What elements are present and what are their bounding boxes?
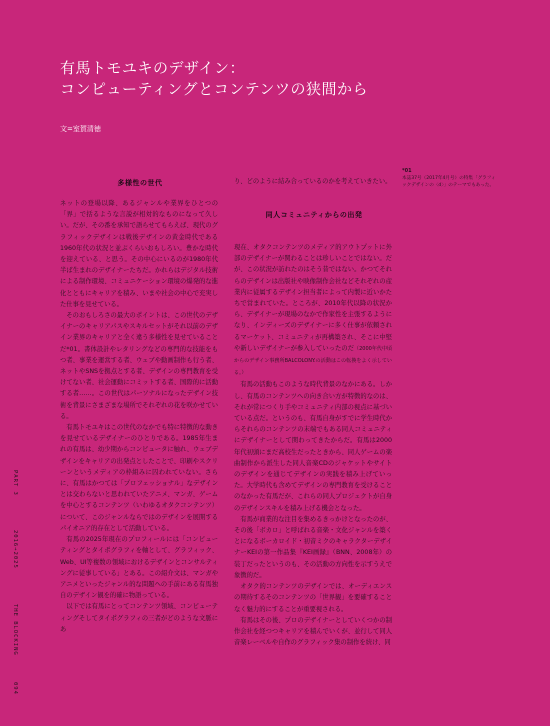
side-running-header xyxy=(12,470,22,710)
author-credit: 文=室賀清徳 xyxy=(60,125,101,133)
footnote-text: 本誌37号（2017年4月号）の特集「グラフィックデザインの〈d〉」のテーマでもあった。 xyxy=(402,176,496,188)
paragraph xyxy=(234,242,392,379)
side-magazine-label: THE BLOCKING xyxy=(12,604,18,656)
paragraph: ネットの登場以降、あるジャンルや業界をひとつの「界」で括るような言説が相対的なものになって久しい。だが、その番を承知で語らせてもらえば、現代のグラフィックデザインは戦後デザインの黄金時代である1960年代の状況と並ぶくらいおもしろい。豊かな時代を迎えている、と思う。その中心にいるのが1980年代半ば生まれのデザイナーたちだ。かれらはデジタル技術による制作環境、コミュニケーション環境の爆発的な進化とともにキャリアを積み、いまや社会の中心で充実した仕事を見せている。 xyxy=(60,200,218,308)
column-right-continuation: り、どのように結み合っているのかを考えていきたい。 xyxy=(234,178,392,185)
column-left xyxy=(60,198,218,635)
section-heading-generation: 多様性の世代 xyxy=(117,179,163,187)
article-title xyxy=(60,58,480,100)
paragraph: 有馬トモユキはこの世代のなかでも特に特徴的な動きを見せているデザイナーのひとりである。1985年生まれの有馬は、幼少期からコンピュータに触れ、ウェブデザインをキャリアの出発点としたことで、印刷やスクリーンというメディアの枠組みに囚われていない。さらに、有馬はかつては「プロフェッショナル」なデザインとは交わらないと思われていたアニメ、マンガ、ゲームを中心とするコンテンツ（いわゆるオタクコンテンツ）について、このジャンルならではのデザインを展開するパイオニア的存在として活動している。 xyxy=(60,424,218,532)
paragraph: 有馬の2025年現在のプロフィールには「コンピューティングとタイポグラフィを軸として、グラフィック、Web、UI等複数の領域におけるデザインとコンサルティングに従事している」とある。この紹介文は、マンガやアニメといったジャンル的な問題への手前にある有馬独自のデザイン観を的確に物語っている。 xyxy=(60,536,218,600)
paragraph: 以下では有馬にとってコンテンツ領域、コンピューティングそしてタイポグラフィの三者がどのような文脈にあ xyxy=(60,603,218,633)
paragraph: そのおもしろさの最大のポイントは、この世代のデザイナーのキャリアパスやスキルセットがそれ以前のデザイン業界のキャリアと全く違う多様性を見せていることだ*01。書体設計やレタリングなどの専門的な技能をもつ者、事業を運営する者、ウェブや動画制作も行う者、ネットやSNSを拠点とする者、デザインの専門教育を受けてない者、社会運動にコミットする者、国際的に活動する者……。この世代はパーソナルになったデザイン技術を背景にさまざまな場所でそれぞれの花を咲かせている。 xyxy=(60,312,218,420)
paragraph-text: 現在、オタクコンテンツのメディア的アウトプットに外部のデザイナーが関わることは珍しいことではない。だが、この状況が訪れたのはそう昔ではない。かつてそれらのデザインは出版社や映像制作会社などそれぞれの産業内に従属するデザイン担当者によって内製に近いかたちで営まれていた。ところが、2010年代以降の状況から、デザイナーが現場のなかで作家性を主張するようになり、インディーズのデザイナーに多く仕事が依頼されるマーケット、コミュニティが再構築され、そこに中堅や新しいデザイナーが参入していったのだ xyxy=(234,244,392,352)
inline-note: （2000年代中頃からのデザイン事務所BALCOLONY.の活動はこの転換をよく示している。） xyxy=(234,345,392,377)
page-number: 094 xyxy=(12,682,18,695)
paragraph: 有馬はその後、プロのデザイナーとしていくつかの制作会社を経つつキャリアを積んでいくが、並行して同人音楽レーベルや自作のグラフィック集の制作を続け、同 xyxy=(234,616,392,647)
paragraph: オタク的コンテンツのデザインでは、オーディエンスの期待するそのコンテンツの「世界観」を要確することなく魅力的にすることが重要視される。 xyxy=(234,583,392,613)
paragraph: 有馬が商業的な注目を集めるきっかけとなったのが、その後「ボカロ」と呼ばれる音楽・文化ジャンルを築くとになるボーカロイド・初音ミクのキャラクターデザイナーKEIの第一作品集『KEI画録』（BNN、2008年）の装丁だったというのも、その活動の方向性を示すうえで象徴的だ。 xyxy=(234,515,392,579)
footnote-mark: *01 xyxy=(402,168,412,174)
side-years-label: 2016→2025 xyxy=(12,530,18,569)
column-right xyxy=(234,242,392,648)
title-line-2: コンピューティングとコンテンツの狭間から xyxy=(60,80,369,98)
paragraph: 有馬の活動もこのような時代背景のなかにある。しかし、有馬のコンテンツへの向き合い方が特徴的なのは、それが常につくり手やコミュニティ内部の視点に基づいている点だ。というのも、有馬自身がすでに学生時代からそれらのコンテンツの末端でもある同人コミュニティにデザイナーとして関わってきたからだ。有馬は2000年代初頭にまだ高校生だったときから、同人ゲームの楽曲制作から派生した同人音楽CDのジャケットやサイトのデザインを通じてデザインの実践を積み上げていった。大学時代も含めてデザインの専門教育を受けることのなかった有馬だが、これらの同人プロジェクトが自身のデザインスキルを積み上げる機会となった。 xyxy=(234,381,392,512)
section-heading-doujin: 同人コミュニティからの出発 xyxy=(265,211,363,219)
side-part-label: PART 3 xyxy=(12,470,18,496)
footnote xyxy=(402,168,497,189)
title-line-1: 有馬トモユキのデザイン： xyxy=(60,59,245,77)
